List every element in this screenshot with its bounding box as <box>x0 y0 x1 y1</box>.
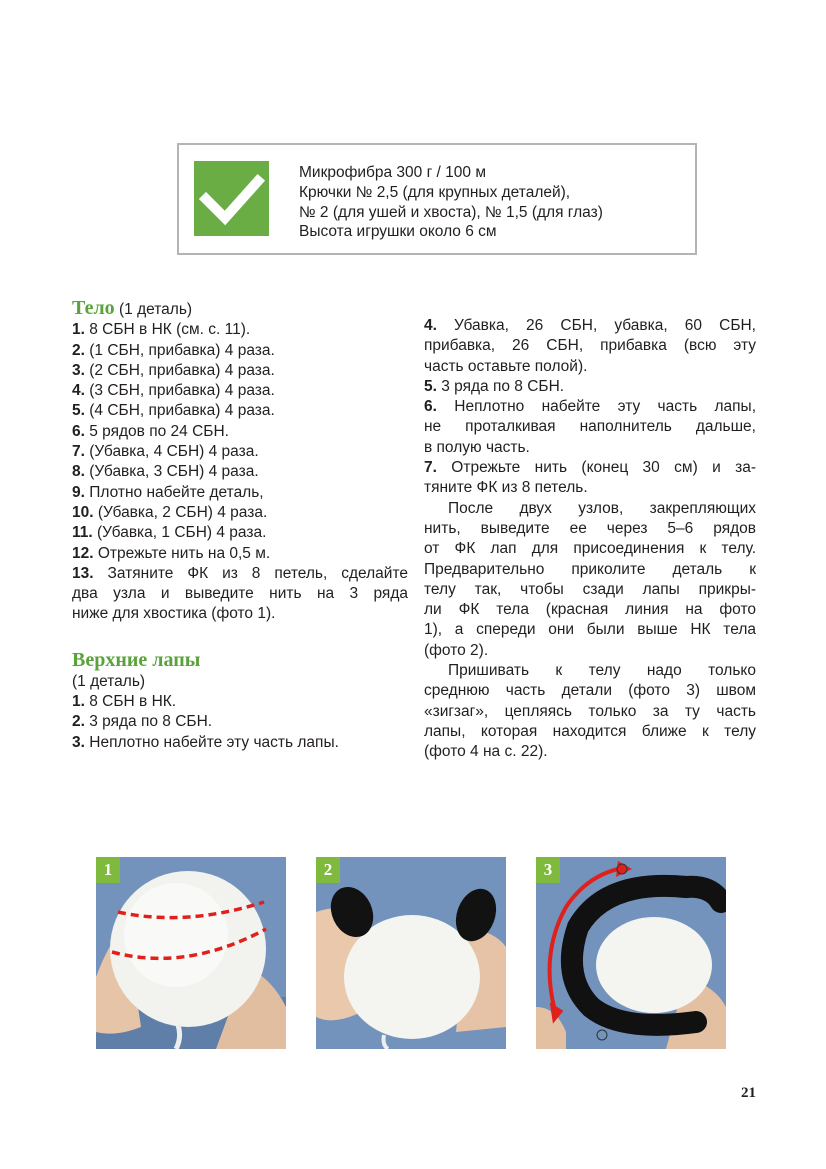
photo-1 <box>96 857 286 1049</box>
materials-line: Высота игрушки около 6 см <box>299 223 497 241</box>
right-column <box>424 316 756 763</box>
instruction-step: 6. 5 рядов по 24 СБН. <box>72 422 229 440</box>
paragraph-line: лапы, которая находится ближе к телу <box>424 722 756 740</box>
materials-list <box>299 163 603 242</box>
body-section-title: Тело <box>72 297 115 319</box>
instruction-step: 2. (1 СБН, прибавка) 4 раза. <box>72 341 275 359</box>
instruction-step: 11. (Убавка, 1 СБН) 4 раза. <box>72 524 267 542</box>
paws-section-subtitle: (1 деталь) <box>72 672 146 690</box>
instruction-step: 6. Неплотно набейте эту часть лапы, <box>424 398 757 416</box>
materials-line: Микрофибра 300 г / 100 м <box>299 164 486 181</box>
instruction-line: часть оставьте полой). <box>424 357 588 375</box>
instruction-line: тяните ФК из 8 петель. <box>424 479 588 497</box>
materials-line: Крючки № 2,5 (для крупных деталей), <box>299 183 571 201</box>
paragraph-line: Предварительно приколите деталь к <box>424 560 756 578</box>
left-column <box>72 296 408 753</box>
instruction-step: 9. Плотно набейте деталь, <box>72 483 264 501</box>
paragraph-line: (фото 4 на с. 22). <box>424 743 548 761</box>
instruction-line: прибавка, 26 СБН, прибавка (всю эту <box>424 337 756 355</box>
instruction-step: 4. (3 СБН, прибавка) 4 раза. <box>72 382 275 400</box>
paragraph-line: ли ФК тела (красная линия на фото <box>424 601 756 619</box>
instruction-step: 12. Отрежьте нить на 0,5 м. <box>72 544 271 562</box>
instruction-step: 10. (Убавка, 2 СБН) 4 раза. <box>72 503 268 521</box>
instruction-line: в полую часть. <box>424 438 530 456</box>
photo-number-badge: 1 <box>96 857 120 883</box>
paragraph-line: После двух узлов, закрепляющих <box>448 499 756 517</box>
instruction-step: 13. Затяните ФК из 8 петель, сделайте <box>72 564 408 582</box>
instruction-step: 3. Неплотно набейте эту часть лапы. <box>72 733 339 751</box>
instruction-step: 2. 3 ряда по 8 СБН. <box>72 713 213 731</box>
materials-box <box>177 143 697 255</box>
page-number: 21 <box>741 1085 756 1101</box>
instruction-step: 3. (2 СБН, прибавка) 4 раза. <box>72 361 275 379</box>
photo-number-badge: 2 <box>316 857 340 883</box>
body-section-subtitle: (1 деталь) <box>119 301 193 318</box>
instruction-step: 4. Убавка, 26 СБН, убавка, 60 СБН, <box>424 317 756 334</box>
instruction-step: 1. 8 СБН в НК (см. с. 11). <box>72 321 251 339</box>
paragraph-line: от ФК лап для присоединения к телу. <box>424 540 756 558</box>
instruction-step: 5. (4 СБН, прибавка) 4 раза. <box>72 402 275 420</box>
instruction-step: 1. 8 СБН в НК. <box>72 693 177 711</box>
instruction-step: 7. Отрежьте нить (конец 30 см) и за- <box>424 459 756 477</box>
paragraph-line: Пришивать к телу надо только <box>448 662 756 680</box>
paragraph-line: телу так, чтобы сзади лапы прикры- <box>424 580 756 598</box>
instruction-step: 8. (Убавка, 3 СБН) 4 раза. <box>72 463 259 481</box>
checkmark-icon <box>194 161 269 236</box>
paragraph-line: нить, выведите ее через 5–6 рядов <box>424 519 756 537</box>
materials-line: № 2 (для ушей и хвоста), № 1,5 (для глаз) <box>299 203 603 221</box>
instruction-step: 7. (Убавка, 4 СБН) 4 раза. <box>72 443 259 461</box>
photo-number-badge: 3 <box>536 857 560 883</box>
instruction-line: не проталкивая наполнитель дальше, <box>424 418 756 436</box>
paragraph-line: «зигзаг», цепляясь только за ту часть <box>424 702 756 720</box>
instruction-step: 5. 3 ряда по 8 СБН. <box>424 377 565 395</box>
paragraph-line: 1), а спереди они были выше НК тела <box>424 621 756 639</box>
paragraph-line: (фото 2). <box>424 641 489 659</box>
paragraph-line: среднюю часть детали (фото 3) швом <box>424 682 756 700</box>
body-section-heading <box>72 296 408 320</box>
instruction-line: два узла и выведите нить на 3 ряда <box>72 585 408 603</box>
photo-3 <box>536 857 726 1049</box>
instruction-line: ниже для хвостика (фото 1). <box>72 605 276 623</box>
photo-2 <box>316 857 506 1049</box>
paws-section-title: Верхние лапы <box>72 648 201 671</box>
